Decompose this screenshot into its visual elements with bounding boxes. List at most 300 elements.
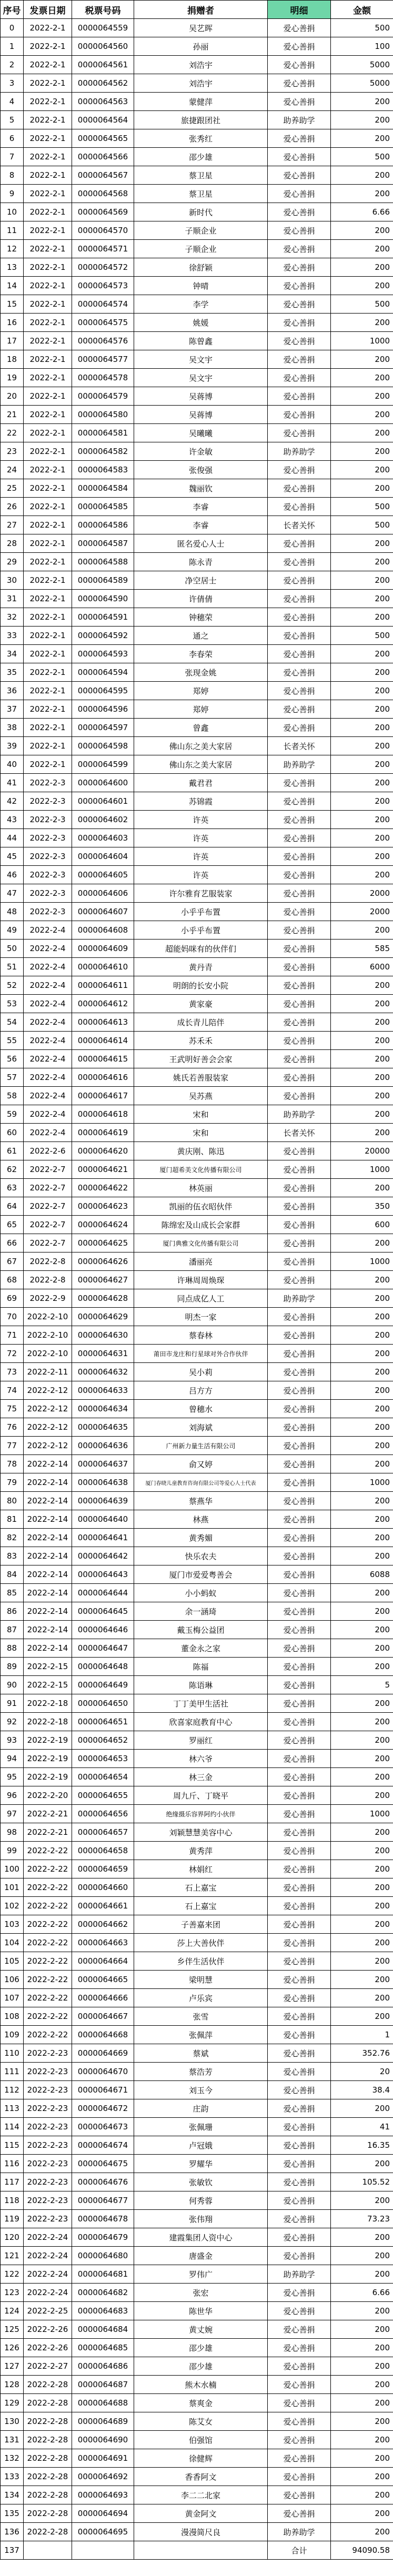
cell-donor: 李春荣	[134, 645, 268, 663]
table-row	[1, 2302, 393, 2320]
cell-donor: 黄秀萍	[134, 1842, 268, 1860]
cell-seq: 128	[1, 2376, 24, 2394]
cell-amount: 200	[331, 1602, 393, 1621]
cell-detail: 爱心善捐	[268, 976, 331, 995]
cell-donor: 张宏	[134, 2284, 268, 2302]
cell-seq: 64	[1, 1197, 24, 1216]
cell-detail: 爱心善捐	[268, 1050, 331, 1068]
table-row	[1, 1750, 393, 1768]
cell-detail: 爱心善捐	[268, 1252, 331, 1271]
cell-donor: 徐健辉	[134, 2449, 268, 2468]
table-row	[1, 1510, 393, 1529]
cell-date: 2022-2-19	[24, 1731, 72, 1750]
cell-date: 2022-2-12	[24, 1400, 72, 1418]
cell-date: 2022-2-3	[24, 792, 72, 811]
cell-date: 2022-2-1	[24, 258, 72, 277]
cell-donor: 刘浩宇	[134, 74, 268, 93]
cell-amount: 200	[331, 1400, 393, 1418]
cell-amount: 200	[331, 1786, 393, 1805]
cell-detail: 爱心善捐	[268, 1731, 331, 1750]
cell-donor: 刘浩宇	[134, 56, 268, 74]
cell-invoice: 0000064666	[72, 1989, 134, 2007]
cell-date: 2022-2-28	[24, 2449, 72, 2468]
cell-detail: 爱心善捐	[268, 314, 331, 332]
cell-date: 2022-2-6	[24, 1142, 72, 1160]
cell-date: 2022-2-19	[24, 1750, 72, 1768]
cell-seq: 60	[1, 1124, 24, 1142]
cell-donor: 通之	[134, 627, 268, 645]
table-row	[1, 608, 393, 627]
cell-donor: 张现金姚	[134, 663, 268, 682]
cell-date: 2022-2-1	[24, 608, 72, 627]
table-row	[1, 1216, 393, 1234]
cell-detail: 爱心善捐	[268, 1547, 331, 1565]
cell-amount: 200	[331, 829, 393, 847]
cell-amount: 200	[331, 608, 393, 627]
cell-amount: 500	[331, 148, 393, 166]
cell-donor: 陈永青	[134, 553, 268, 571]
table-row	[1, 2191, 393, 2210]
cell-detail: 爱心善捐	[268, 2081, 331, 2099]
cell-invoice: 0000064560	[72, 37, 134, 56]
cell-donor: 黄丈婉	[134, 2320, 268, 2339]
cell-donor: 张伟翔	[134, 2210, 268, 2228]
table-row	[1, 1252, 393, 1271]
cell-date: 2022-2-28	[24, 2431, 72, 2449]
cell-date: 2022-2-11	[24, 1363, 72, 1381]
table-row	[1, 1823, 393, 1842]
header-invoice: 税票号码	[72, 1, 134, 19]
cell-date: 2022-2-1	[24, 93, 72, 111]
cell-amount: 200	[331, 406, 393, 424]
cell-donor: 快乐农夫	[134, 1547, 268, 1565]
cell-amount: 200	[331, 1750, 393, 1768]
cell-date: 2022-2-23	[24, 2191, 72, 2210]
cell-detail: 爱心善捐	[268, 866, 331, 884]
cell-seq: 59	[1, 1105, 24, 1124]
cell-detail: 爱心善捐	[268, 19, 331, 37]
cell-detail: 爱心善捐	[268, 884, 331, 903]
cell-amount: 200	[331, 2431, 393, 2449]
cell-amount: 200	[331, 2320, 393, 2339]
cell-seq: 134	[1, 2486, 24, 2504]
cell-amount: 1000	[331, 1805, 393, 1823]
cell-invoice: 0000064662	[72, 1915, 134, 1934]
cell-donor: 许金敏	[134, 442, 268, 461]
cell-donor: 厦门春晓儿童教育咨询有限公司等爱心人士代表	[134, 1473, 268, 1492]
cell-date: 2022-2-1	[24, 129, 72, 148]
table-row	[1, 940, 393, 958]
cell-amount: 200	[331, 277, 393, 295]
table-row	[1, 590, 393, 608]
cell-seq: 9	[1, 185, 24, 203]
cell-detail: 爱心善捐	[268, 1013, 331, 1032]
cell-seq: 111	[1, 2063, 24, 2081]
cell-date: 2022-2-1	[24, 37, 72, 56]
cell-date: 2022-2-1	[24, 553, 72, 571]
cell-detail: 长者关怀	[268, 516, 331, 534]
cell-amount: 200	[331, 2504, 393, 2523]
cell-amount: 200	[331, 1842, 393, 1860]
cell-invoice: 0000064643	[72, 1565, 134, 1584]
cell-date: 2022-2-25	[24, 2302, 72, 2320]
cell-invoice: 0000064604	[72, 847, 134, 866]
cell-amount: 500	[331, 516, 393, 534]
table-row	[1, 461, 393, 479]
cell-seq: 44	[1, 829, 24, 847]
cell-date: 2022-2-1	[24, 277, 72, 295]
cell-detail: 爱心善捐	[268, 2136, 331, 2155]
cell-amount: 200	[331, 1621, 393, 1639]
cell-invoice: 0000064590	[72, 590, 134, 608]
cell-seq: 121	[1, 2247, 24, 2265]
cell-invoice: 0000064572	[72, 258, 134, 277]
table-row	[1, 1437, 393, 1455]
cell-invoice: 0000064634	[72, 1400, 134, 1418]
table-row	[1, 2173, 393, 2191]
table-row	[1, 332, 393, 350]
cell-donor: 绝缘摄乐容界阿约小伙伴	[134, 1805, 268, 1823]
cell-amount: 200	[331, 976, 393, 995]
cell-date: 2022-2-23	[24, 2063, 72, 2081]
cell-date: 2022-2-4	[24, 1032, 72, 1050]
cell-amount: 200	[331, 663, 393, 682]
cell-date: 2022-2-21	[24, 1805, 72, 1823]
cell-date: 2022-2-8	[24, 1252, 72, 1271]
cell-amount: 200	[331, 1271, 393, 1289]
cell-amount: 200	[331, 1934, 393, 1952]
cell-date: 2022-2-1	[24, 590, 72, 608]
cell-date: 2022-2-4	[24, 1050, 72, 1068]
cell-date: 2022-2-1	[24, 663, 72, 682]
cell-date: 2022-2-7	[24, 1179, 72, 1197]
cell-donor: 许英	[134, 866, 268, 884]
cell-detail: 爱心善捐	[268, 1381, 331, 1400]
cell-detail: 爱心善捐	[268, 185, 331, 203]
cell-seq: 115	[1, 2136, 24, 2155]
table-row	[1, 571, 393, 590]
cell-date: 2022-2-1	[24, 645, 72, 663]
cell-seq: 81	[1, 1510, 24, 1529]
cell-date: 2022-2-1	[24, 166, 72, 185]
cell-date: 2022-2-19	[24, 1768, 72, 1786]
table-row	[1, 1308, 393, 1326]
cell-date: 2022-2-28	[24, 2486, 72, 2504]
cell-date: 2022-2-4	[24, 976, 72, 995]
cell-amount: 200	[331, 1492, 393, 1510]
cell-invoice: 0000064687	[72, 2376, 134, 2394]
table-row	[1, 1971, 393, 1989]
cell-donor: 漫漫简尺良	[134, 2523, 268, 2541]
table-row	[1, 2136, 393, 2155]
cell-amount: 200	[331, 1897, 393, 1915]
table-row	[1, 2449, 393, 2468]
cell-seq: 57	[1, 1068, 24, 1087]
cell-invoice: 0000064614	[72, 1032, 134, 1050]
cell-detail: 爱心善捐	[268, 74, 331, 93]
cell-seq: 18	[1, 350, 24, 369]
cell-donor: 卢乐宾	[134, 1989, 268, 2007]
cell-seq: 52	[1, 976, 24, 995]
cell-date: 2022-2-22	[24, 1842, 72, 1860]
cell-seq: 25	[1, 479, 24, 498]
cell-invoice: 0000064675	[72, 2155, 134, 2173]
cell-seq: 23	[1, 442, 24, 461]
cell-date: 2022-2-22	[24, 1915, 72, 1934]
cell-amount: 200	[331, 2449, 393, 2468]
cell-donor: 吴文宇	[134, 350, 268, 369]
cell-donor: 张佩萍	[134, 2026, 268, 2044]
cell-seq: 61	[1, 1142, 24, 1160]
table-row	[1, 792, 393, 811]
cell-amount: 200	[331, 2468, 393, 2486]
cell-detail: 爱心善捐	[268, 2284, 331, 2302]
cell-amount: 6088	[331, 1565, 393, 1584]
table-row	[1, 1013, 393, 1032]
table-row	[1, 1529, 393, 1547]
cell-invoice: 0000064586	[72, 516, 134, 534]
cell-detail: 爱心善捐	[268, 1676, 331, 1694]
cell-invoice: 0000064577	[72, 350, 134, 369]
cell-detail: 爱心善捐	[268, 479, 331, 498]
cell-invoice: 0000064620	[72, 1142, 134, 1160]
cell-invoice: 0000064625	[72, 1234, 134, 1252]
cell-invoice: 0000064655	[72, 1786, 134, 1805]
cell-donor: 厦门超希美文化传播有限公司	[134, 1160, 268, 1179]
cell-seq: 12	[1, 240, 24, 258]
cell-amount: 200	[331, 1639, 393, 1658]
cell-invoice: 0000064563	[72, 93, 134, 111]
cell-seq: 45	[1, 847, 24, 866]
cell-detail: 爱心善捐	[268, 1160, 331, 1179]
cell-amount: 200	[331, 700, 393, 719]
table-row	[1, 811, 393, 829]
header-donor: 捐赠者	[134, 1, 268, 19]
cell-amount: 200	[331, 1658, 393, 1676]
cell-donor: 王武明好善会会家	[134, 1050, 268, 1068]
cell-amount: 200	[331, 1989, 393, 2007]
table-row	[1, 995, 393, 1013]
cell-date: 2022-2-10	[24, 1326, 72, 1345]
cell-detail: 爱心善捐	[268, 829, 331, 847]
cell-seq: 104	[1, 1934, 24, 1952]
table-row	[1, 56, 393, 74]
cell-date: 2022-2-24	[24, 2284, 72, 2302]
table-row	[1, 1676, 393, 1694]
cell-donor: 潘丽亮	[134, 1252, 268, 1271]
cell-amount: 200	[331, 479, 393, 498]
cell-date: 2022-2-14	[24, 1510, 72, 1529]
cell-date: 2022-2-7	[24, 1216, 72, 1234]
cell-detail: 爱心善捐	[268, 645, 331, 663]
cell-invoice: 0000064673	[72, 2118, 134, 2136]
cell-date: 2022-2-4	[24, 921, 72, 940]
cell-invoice: 0000064573	[72, 277, 134, 295]
cell-amount: 200	[331, 1289, 393, 1308]
cell-date: 2022-2-23	[24, 2118, 72, 2136]
cell-invoice: 0000064617	[72, 1087, 134, 1105]
cell-detail: 爱心善捐	[268, 332, 331, 350]
cell-donor: 超能妈咪有的伙伴们	[134, 940, 268, 958]
cell-invoice: 0000064680	[72, 2247, 134, 2265]
cell-seq: 109	[1, 2026, 24, 2044]
cell-donor: 林三金	[134, 1768, 268, 1786]
cell-amount: 200	[331, 1437, 393, 1455]
cell-donor: 吴蒋博	[134, 406, 268, 424]
cell-donor: 张秀红	[134, 129, 268, 148]
table-row	[1, 2155, 393, 2173]
table-row	[1, 1989, 393, 2007]
cell-amount: 200	[331, 1768, 393, 1786]
cell-detail: 爱心善捐	[268, 221, 331, 240]
cell-seq: 130	[1, 2412, 24, 2431]
cell-amount: 20	[331, 2063, 393, 2081]
cell-donor: 钟晴	[134, 277, 268, 295]
cell-date: 2022-2-14	[24, 1473, 72, 1492]
cell-donor: 罗伟广	[134, 2265, 268, 2284]
cell-donor: 张雪	[134, 2007, 268, 2026]
cell-invoice: 0000064630	[72, 1326, 134, 1345]
cell-detail: 爱心善捐	[268, 2320, 331, 2339]
cell-date: 2022-2-4	[24, 1068, 72, 1087]
cell-invoice: 0000064613	[72, 1013, 134, 1032]
cell-invoice: 0000064671	[72, 2081, 134, 2099]
cell-date: 2022-2-3	[24, 847, 72, 866]
cell-donor: 孙丽	[134, 37, 268, 56]
cell-detail: 爱心善捐	[268, 1602, 331, 1621]
table-row	[1, 2044, 393, 2063]
cell-invoice: 0000064649	[72, 1676, 134, 1694]
cell-invoice: 0000064661	[72, 1897, 134, 1915]
cell-seq: 13	[1, 258, 24, 277]
table-row	[1, 627, 393, 645]
cell-date: 2022-2-14	[24, 1455, 72, 1473]
cell-amount: 200	[331, 314, 393, 332]
cell-invoice: 0000064648	[72, 1658, 134, 1676]
cell-seq: 85	[1, 1584, 24, 1602]
total-amount: 94090.58	[331, 2541, 393, 2560]
cell-amount: 200	[331, 2523, 393, 2541]
cell-invoice: 0000064621	[72, 1160, 134, 1179]
table-row	[1, 2081, 393, 2099]
cell-amount: 200	[331, 774, 393, 792]
table-row	[1, 240, 393, 258]
table-row	[1, 1197, 393, 1216]
table-row	[1, 1602, 393, 1621]
cell-detail: 爱心善捐	[268, 1952, 331, 1971]
cell-donor: 净空居士	[134, 571, 268, 590]
cell-donor: 小乎乎布置	[134, 903, 268, 921]
cell-detail: 爱心善捐	[268, 498, 331, 516]
cell-donor: 姚氏若善服装家	[134, 1068, 268, 1087]
table-row	[1, 1068, 393, 1087]
cell-amount: 200	[331, 866, 393, 884]
cell-amount: 200	[331, 995, 393, 1013]
cell-seq: 31	[1, 590, 24, 608]
cell-seq: 37	[1, 700, 24, 719]
cell-amount: 200	[331, 2339, 393, 2357]
cell-invoice: 0000064564	[72, 111, 134, 129]
cell-detail: 爱心善捐	[268, 295, 331, 314]
cell-date: 2022-2-4	[24, 1013, 72, 1032]
table-row	[1, 1418, 393, 1437]
cell-detail: 爱心善捐	[268, 2302, 331, 2320]
cell-date: 2022-2-3	[24, 774, 72, 792]
cell-invoice: 0000064644	[72, 1584, 134, 1602]
cell-invoice: 0000064670	[72, 2063, 134, 2081]
cell-detail: 爱心善捐	[268, 166, 331, 185]
cell-amount: 200	[331, 2155, 393, 2173]
table-row	[1, 774, 393, 792]
cell-seq: 15	[1, 295, 24, 314]
cell-seq: 122	[1, 2265, 24, 2284]
cell-detail: 爱心善捐	[268, 2376, 331, 2394]
cell-detail: 爱心善捐	[268, 1271, 331, 1289]
cell-amount: 585	[331, 940, 393, 958]
cell-amount: 200	[331, 185, 393, 203]
cell-seq: 54	[1, 1013, 24, 1032]
cell-date: 2022-2-1	[24, 185, 72, 203]
cell-seq: 97	[1, 1805, 24, 1823]
cell-invoice: 0000064627	[72, 1271, 134, 1289]
header-date: 发票日期	[24, 1, 72, 19]
cell-detail: 爱心善捐	[268, 1897, 331, 1915]
cell-date: 2022-2-1	[24, 424, 72, 442]
cell-seq: 68	[1, 1271, 24, 1289]
cell-invoice: 0000064695	[72, 2523, 134, 2541]
cell-amount: 1000	[331, 1252, 393, 1271]
cell-invoice: 0000064579	[72, 387, 134, 406]
cell-detail: 爱心善捐	[268, 1216, 331, 1234]
cell-detail: 爱心善捐	[268, 93, 331, 111]
cell-date: 2022-2-1	[24, 700, 72, 719]
table-row	[1, 203, 393, 221]
cell-donor: 吴蒋博	[134, 387, 268, 406]
cell-donor: 苏禾禾	[134, 1032, 268, 1050]
cell-amount: 5	[331, 1676, 393, 1694]
cell-donor: 吴小莉	[134, 1363, 268, 1381]
cell-date: 2022-2-1	[24, 682, 72, 700]
cell-amount: 200	[331, 93, 393, 111]
table-row	[1, 1234, 393, 1252]
cell-invoice: 0000064611	[72, 976, 134, 995]
cell-seq: 93	[1, 1731, 24, 1750]
cell-detail: 爱心善捐	[268, 534, 331, 553]
cell-amount: 200	[331, 424, 393, 442]
cell-seq: 22	[1, 424, 24, 442]
cell-invoice: 0000064640	[72, 1510, 134, 1529]
table-row	[1, 829, 393, 847]
cell-seq: 10	[1, 203, 24, 221]
cell-date: 2022-2-4	[24, 1087, 72, 1105]
cell-donor: 莆田市龙庄和行星球对外合作伙伴	[134, 1345, 268, 1363]
cell-date: 2022-2-3	[24, 903, 72, 921]
cell-seq: 51	[1, 958, 24, 976]
cell-detail: 爱心善捐	[268, 1658, 331, 1676]
cell-donor: 董金永之家	[134, 1639, 268, 1658]
cell-detail: 爱心善捐	[268, 1032, 331, 1050]
cell-seq: 48	[1, 903, 24, 921]
cell-amount: 200	[331, 1124, 393, 1142]
cell-seq: 70	[1, 1308, 24, 1326]
cell-date: 2022-2-26	[24, 2339, 72, 2357]
cell-amount: 200	[331, 534, 393, 553]
cell-detail: 长者关怀	[268, 1124, 331, 1142]
cell-invoice: 0000064628	[72, 1289, 134, 1308]
header-detail: 明细	[268, 1, 331, 19]
cell-detail: 爱心善捐	[268, 1437, 331, 1455]
cell-amount: 200	[331, 369, 393, 387]
